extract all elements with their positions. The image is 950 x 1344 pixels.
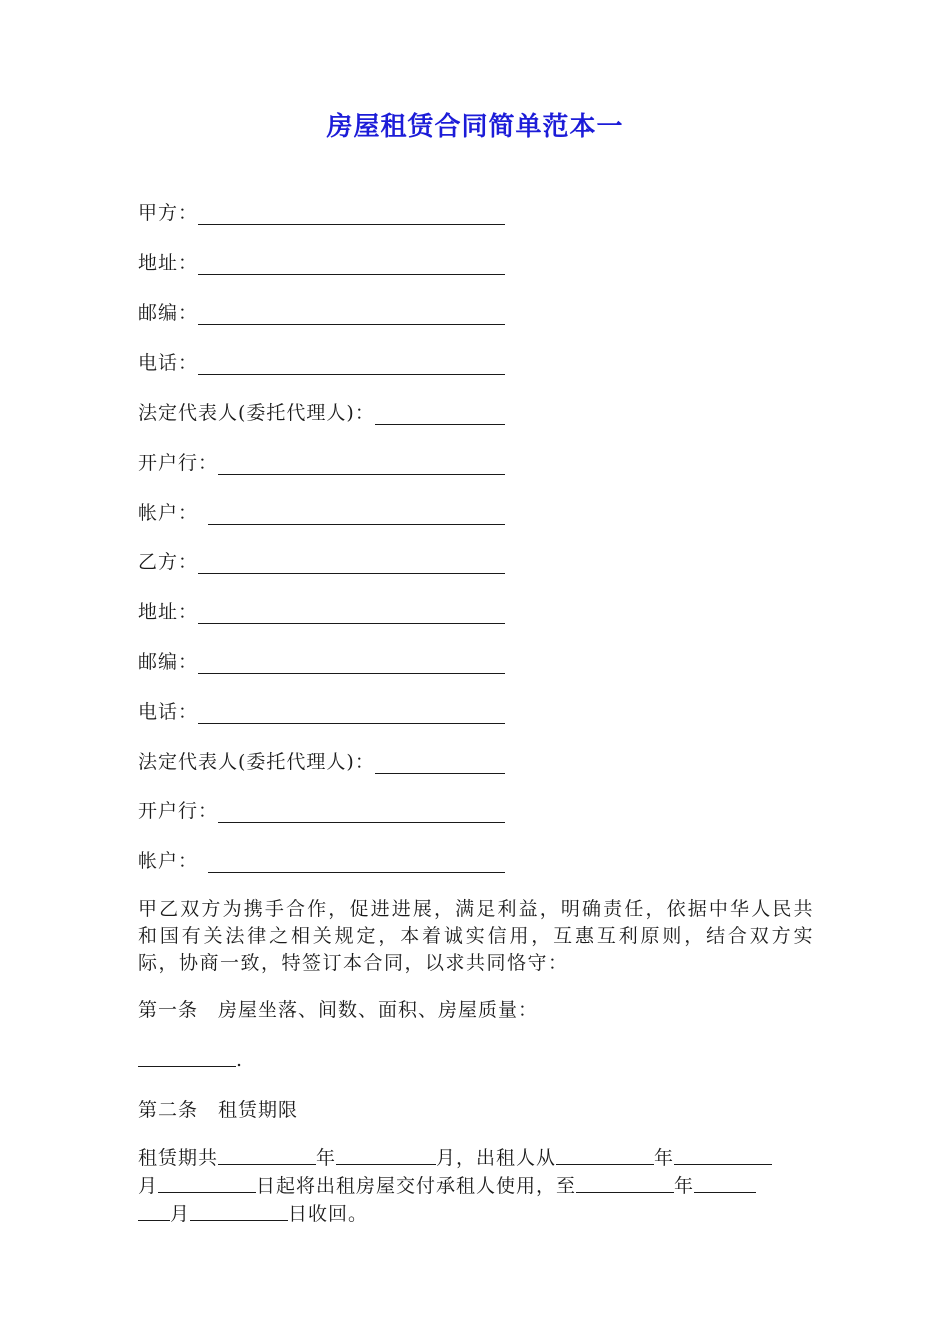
article1-content xyxy=(138,1046,243,1074)
article1-heading: 第一条 房屋坐落、间数、面积、房屋质量： xyxy=(138,999,539,1021)
start-day-blank xyxy=(158,1172,256,1193)
party-b-account-field xyxy=(138,847,505,875)
party-b-bank-field xyxy=(138,797,505,825)
party-a-bank-blank xyxy=(218,452,505,475)
party-a-account-label: 帐户： xyxy=(138,502,199,524)
start-year-blank xyxy=(556,1144,654,1165)
document-title: 房屋租赁合同简单范本一 xyxy=(326,112,624,142)
article2-text-8: 月 xyxy=(170,1203,191,1225)
party-b-name-blank xyxy=(198,551,505,574)
article2-text-7: 年 xyxy=(674,1175,695,1197)
party-b-representative-field xyxy=(138,748,505,776)
article2-text-2: 年 xyxy=(316,1147,337,1169)
article2-text-4: 年 xyxy=(654,1147,675,1169)
article2-text-9: 日收回。 xyxy=(288,1203,369,1225)
party-b-account-blank xyxy=(208,850,505,873)
party-b-address-blank xyxy=(198,601,505,624)
party-a-representative-field xyxy=(138,399,505,427)
article2-text-6: 日起将出租房屋交付承租人使用，至 xyxy=(256,1175,577,1197)
article2-text-1: 租赁期共 xyxy=(138,1147,219,1169)
party-a-phone-blank xyxy=(198,352,505,375)
article2-text-5: 月 xyxy=(138,1175,159,1197)
article1-blank-suffix: . xyxy=(236,1049,244,1071)
party-b-postcode-label: 邮编： xyxy=(138,651,199,673)
party-a-bank-label: 开户行： xyxy=(138,452,219,474)
article2-text-3: 月，出租人从 xyxy=(436,1147,557,1169)
party-a-phone-field xyxy=(138,349,505,377)
party-b-name-field xyxy=(138,548,505,576)
party-a-representative-blank xyxy=(375,402,505,425)
party-b-address-label: 地址： xyxy=(138,601,199,623)
lease-years-blank xyxy=(218,1144,316,1165)
party-a-account-blank xyxy=(208,502,505,525)
party-b-postcode-field xyxy=(138,648,505,676)
party-a-name-field xyxy=(138,199,505,227)
party-a-representative-label: 法定代表人(委托代理人)： xyxy=(138,402,375,424)
party-a-address-field xyxy=(138,249,505,277)
end-month-blank-b xyxy=(138,1200,170,1221)
party-a-postcode-blank xyxy=(198,302,505,325)
party-b-bank-blank xyxy=(218,800,505,823)
party-b-phone-blank xyxy=(198,701,505,724)
party-a-account-field xyxy=(138,499,505,527)
article1-blank xyxy=(138,1046,236,1067)
lease-months-blank xyxy=(336,1144,436,1165)
party-b-postcode-blank xyxy=(198,651,505,674)
party-a-bank-field xyxy=(138,449,505,477)
article2-paragraph xyxy=(138,1144,814,1228)
party-a-postcode-label: 邮编： xyxy=(138,302,199,324)
party-b-bank-label: 开户行： xyxy=(138,800,219,822)
party-a-phone-label: 电话： xyxy=(138,352,199,374)
party-a-name-blank xyxy=(198,202,505,225)
party-b-address-field xyxy=(138,598,505,626)
party-b-phone-label: 电话： xyxy=(138,701,199,723)
party-a-address-blank xyxy=(198,252,505,275)
end-day-blank xyxy=(190,1200,288,1221)
party-a-postcode-field xyxy=(138,299,505,327)
end-month-blank-a xyxy=(694,1172,756,1193)
party-b-name-label: 乙方： xyxy=(138,551,199,573)
party-a-name-label: 甲方： xyxy=(138,202,199,224)
preamble-paragraph: 甲乙双方为携手合作，促进进展，满足利益，明确责任，依据中华人民共和国有关法律之相关规定，本着诚实信用，互惠互利原则，结合双方实际，协商一致，特签订本合同，以求共同恪守： xyxy=(138,898,814,974)
article2-heading: 第二条 租赁期限 xyxy=(138,1099,299,1121)
party-b-phone-field xyxy=(138,698,505,726)
start-month-blank-a xyxy=(674,1144,772,1165)
party-b-representative-label: 法定代表人(委托代理人)： xyxy=(138,751,375,773)
party-a-address-label: 地址： xyxy=(138,252,199,274)
party-b-account-label: 帐户： xyxy=(138,850,199,872)
end-year-blank xyxy=(576,1172,674,1193)
party-b-representative-blank xyxy=(375,751,505,774)
